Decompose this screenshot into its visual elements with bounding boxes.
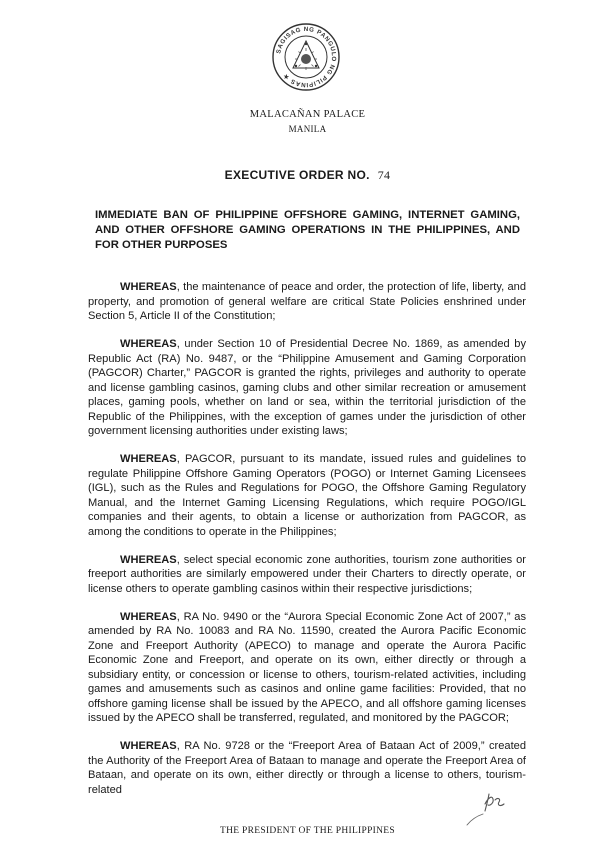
whereas-lead: WHEREAS bbox=[120, 281, 177, 293]
whereas-text: , PAGCOR, pursuant to its mandate, issued rules and guidelines to regulate Philippine Offshore Gaming Operators (POGO) or Internet Gaming Licensees (IGL), such as the Rules and Regulations for POGO, the Offshore Gaming Regulatory Manual, and the Internet Gaming Licensing Regulations, which require POGO/IGL companies and their agents, to obtain a license or authorization from PAGCOR, as among the conditions to operate in the Philippines; bbox=[88, 453, 526, 538]
whereas-lead: WHEREAS bbox=[120, 338, 177, 350]
whereas-text: , under Section 10 of Presidential Decree No. 1869, as amended by Republic Act (RA) No. 9487, or the “Philippine Amusement and Gaming Corporation (PAGCOR) Charter,” PAGCOR is granted the rights, privileges and authority to operate and license gambling casinos, gaming clubs and other similar recreation or amusement places, gaming pools, whether on land or sea, within the territorial jurisdiction of the Republic of the Philippines, with the exception of games under the jurisdiction of other government licensing authorities under existing laws; bbox=[88, 338, 526, 437]
whereas-paragraph bbox=[88, 553, 526, 597]
whereas-text: , RA No. 9728 or the “Freeport Area of Bataan Act of 2009,” created the Authority of the Freeport Area of Bataan to manage and operate the Freeport Area of Bataan, and operate on its own, either directly or through a license to others, tourism-related bbox=[88, 740, 526, 796]
whereas-paragraph bbox=[88, 280, 526, 324]
initials-signature-icon bbox=[455, 780, 515, 830]
whereas-paragraph bbox=[88, 337, 526, 439]
whereas-text: , the maintenance of peace and order, the protection of life, liberty, and property, and promotion of general welfare are critical State Policies enshrined under Section 5, Article II of the Constitution; bbox=[88, 281, 526, 322]
palace-city: MANILA bbox=[288, 124, 327, 134]
page-footer: THE PRESIDENT OF THE PHILIPPINES bbox=[220, 826, 395, 836]
executive-order-number: 74 bbox=[377, 168, 391, 182]
executive-order-heading bbox=[0, 168, 615, 183]
executive-order-label: EXECUTIVE ORDER NO. bbox=[224, 168, 370, 182]
order-title: IMMEDIATE BAN OF PHILIPPINE OFFSHORE GAMING, INTERNET GAMING, AND OTHER OFFSHORE GAMING OPERATIONS IN THE PHILIPPINES, AND FOR OTHER PURPOSES bbox=[95, 209, 520, 251]
whereas-lead: WHEREAS bbox=[120, 553, 177, 566]
palace-name: MALACAÑAN PALACE bbox=[249, 109, 366, 120]
whereas-lead: WHEREAS bbox=[120, 740, 177, 752]
whereas-paragraph bbox=[88, 610, 526, 726]
whereas-lead: WHEREAS bbox=[120, 610, 177, 623]
whereas-lead: WHEREAS bbox=[120, 453, 177, 465]
svg-text:SAGISAG NG PANGULO NG PILIPINA: SAGISAG NG PANGULO NG PILIPINAS ★ bbox=[275, 25, 338, 89]
whereas-text: , RA No. 9490 or the “Aurora Special Economic Zone Act of 2007,” as amended by RA No. 10083 and RA No. 11590, created the Aurora Pacific Economic Zone and Freeport Authority (APECO) to manage and operate the Aurora Pacific Economic Zone and Freeport, and operate on its own, either directly or through a subsidiary entity, or concession or license to others, tourism-related activities, including games and amusements such as casinos and online game facilities: Provided, that no offshore gaming license shall be issued by the APECO, and all offshore gaming licenses issued by the APECO shall be transferred, regulated, and monitored by the PAGCOR; bbox=[88, 610, 526, 724]
whereas-text: , select special economic zone authorities, tourism zone authorities or freeport authorities are similarly empowered under their Charters to directly operate, or license others to operate gambling casinos within their respective jurisdictions; bbox=[88, 553, 526, 595]
whereas-paragraph bbox=[88, 452, 526, 539]
presidential-seal-icon bbox=[271, 22, 341, 92]
document-body bbox=[88, 280, 526, 811]
